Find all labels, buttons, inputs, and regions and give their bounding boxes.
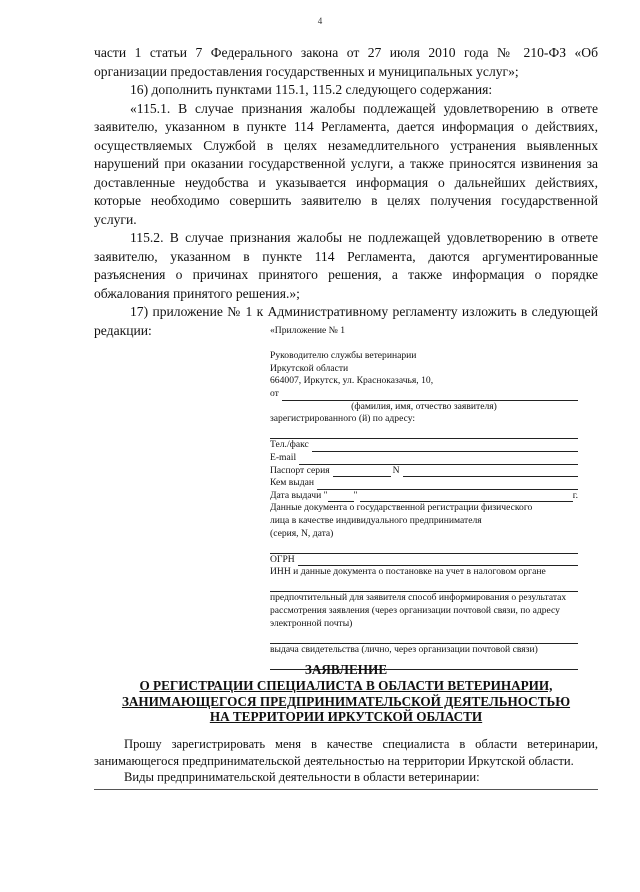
address-line[interactable]	[270, 426, 578, 440]
paragraph-115-1: «115.1. В случае признания жалобы подлежащей удовлетворению в ответе заявителю, указанном в пункте 114 Регламента, дается информация о действиях, осуществляемых Службой в целях незамедлительного устранения выявленных нарушений при оказании государственной услуги, а также приносятся извинения за доставленные неудобства и указывается информация о дальнейших действиях, которые необходимо совершить заявителю в целях получения государственной услуги.	[94, 100, 598, 227]
title-line1: ЗАЯВЛЕНИЕ	[304, 662, 388, 677]
fio-caption: (фамилия, имя, отчество заявителя)	[351, 400, 497, 412]
passport-number-label: N	[392, 464, 400, 476]
title-line2: О РЕГИСТРАЦИИ СПЕЦИАЛИСТА В ОБЛАСТИ ВЕТЕРИНАРИИ,	[139, 677, 553, 693]
request-text	[94, 736, 598, 786]
passport-label: Паспорт серия	[270, 464, 330, 476]
pref-line3: электронной почты)	[270, 617, 353, 629]
inn-line[interactable]	[270, 579, 578, 593]
issue-date-quote: "	[353, 489, 358, 501]
tel-field[interactable]	[270, 439, 578, 452]
activity-types-line[interactable]	[94, 789, 598, 790]
addressee-address: 664007, Иркутск, ул. Красноказачья, 10,	[270, 375, 434, 387]
page-number: 4	[317, 16, 323, 26]
doc-data-line[interactable]	[270, 540, 578, 554]
pref-answer-line[interactable]	[270, 630, 578, 644]
paragraph-item17: 17) приложение № 1 к Административному регламенту изложить в следующей редакции:	[94, 304, 598, 338]
from-field[interactable]	[270, 388, 578, 401]
from-label: от	[270, 387, 279, 399]
doc-line3: (серия, N, дата)	[270, 527, 334, 539]
inn-label: ИНН и данные документа о постановке на учет в налоговом органе	[270, 566, 546, 578]
amendment-text	[94, 44, 598, 340]
email-label: E-mail	[270, 451, 297, 463]
issue-date-label: Дата выдачи "	[270, 489, 328, 501]
registered-address-label: зарегистрированного (й) по адресу:	[270, 413, 416, 425]
addressee-line1: Руководителю службы ветеринарии	[270, 350, 417, 362]
title-line4: НА ТЕРРИТОРИИ ИРКУТСКОЙ ОБЛАСТИ	[209, 709, 483, 725]
ogrn-label: ОГРН	[270, 553, 295, 565]
year-suffix: г.	[572, 489, 578, 501]
email-field[interactable]	[270, 452, 578, 465]
request-paragraph: Прошу зарегистрировать меня в качестве специалиста в области ветеринарии, занимающегося предпринимательской деятельностью на территории Иркутской области.	[94, 737, 598, 768]
pref-line1: предпочтительный для заявителя способ информирования о результатах	[270, 592, 567, 604]
paragraph-part1: части 1 статьи 7 Федерального закона от 27 июля 2010 года № 210-ФЗ «Об организации предоставления государственных и муниципальных услуг»;	[94, 45, 598, 79]
doc-line1: Данные документа о государственной регистрации физического	[270, 502, 533, 514]
activity-types-label: Виды предпринимательской деятельности в области ветеринарии:	[124, 770, 480, 784]
passport-field[interactable]	[270, 465, 578, 478]
doc-line2: лица в качестве индивидуального предпринимателя	[270, 514, 482, 526]
paragraph-item16: 16) дополнить пунктами 115.1, 115.2 следующего содержания:	[130, 82, 493, 97]
appendix-form	[270, 325, 578, 670]
issued-by-label: Кем выдан	[270, 477, 315, 489]
issue-date-field[interactable]	[270, 490, 578, 503]
ogrn-field[interactable]	[270, 554, 578, 567]
appendix-label: «Приложение № 1	[270, 325, 346, 336]
application-title	[94, 662, 598, 725]
certificate-label: выдача свидетельства (лично, через организации почтовой связи)	[270, 643, 538, 655]
tel-label: Тел./факс	[270, 439, 309, 451]
paragraph-115-2: 115.2. В случае признания жалобы не подлежащей удовлетворению в ответе заявителю, указанном в пункте 114 Регламента, даются аргументированные разъяснения о причинах принятого решения, а также информация о порядке обжалования принятого решения.»;	[94, 230, 598, 301]
issued-by-field[interactable]	[270, 477, 578, 490]
addressee-line2: Иркутской области	[270, 362, 349, 374]
pref-line2: рассмотрения заявления (через организации почтовой связи, по адресу	[270, 605, 560, 617]
title-line3: ЗАНИМАЮЩЕГОСЯ ПРЕДПРИНИМАТЕЛЬСКОЙ ДЕЯТЕЛЬНОСТЬЮ	[121, 693, 571, 709]
